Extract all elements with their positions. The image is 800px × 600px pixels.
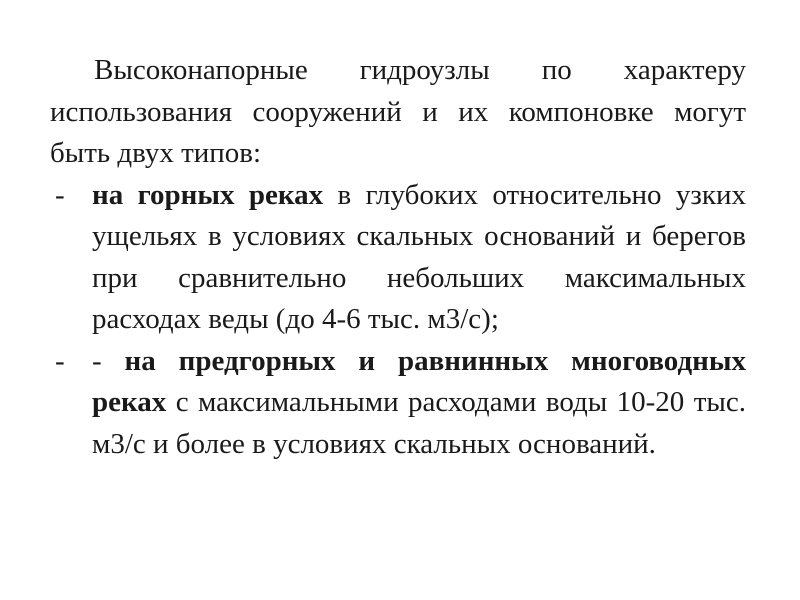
list-item-plain-rivers [50,341,746,466]
list-item-mountain-rivers [50,175,746,341]
list-item-bold-term: на предгорных и равнинных многоводных реках [92,344,746,418]
type-list [50,175,746,466]
list-marker: - [55,178,65,211]
list-marker: - [55,344,65,377]
intro-paragraph: Высоконапорные гидроузлы по характеру использования сооружений и их компоновке могут быть двух типов: [50,54,746,169]
list-item-bold-term: на горных реках [92,178,324,211]
list-item-text: с максимальными расходами воды 10-20 тыс. м3/с и более в условиях скальных оснований. [92,386,746,460]
list-item-text: в глубоких относительно узких ущельях в условиях скальных оснований и берегов при сравнительно небольших максимальных расходах веды (до 4-6 тыс. м3/с); [92,178,747,335]
list-item-prefix: - [92,344,125,377]
